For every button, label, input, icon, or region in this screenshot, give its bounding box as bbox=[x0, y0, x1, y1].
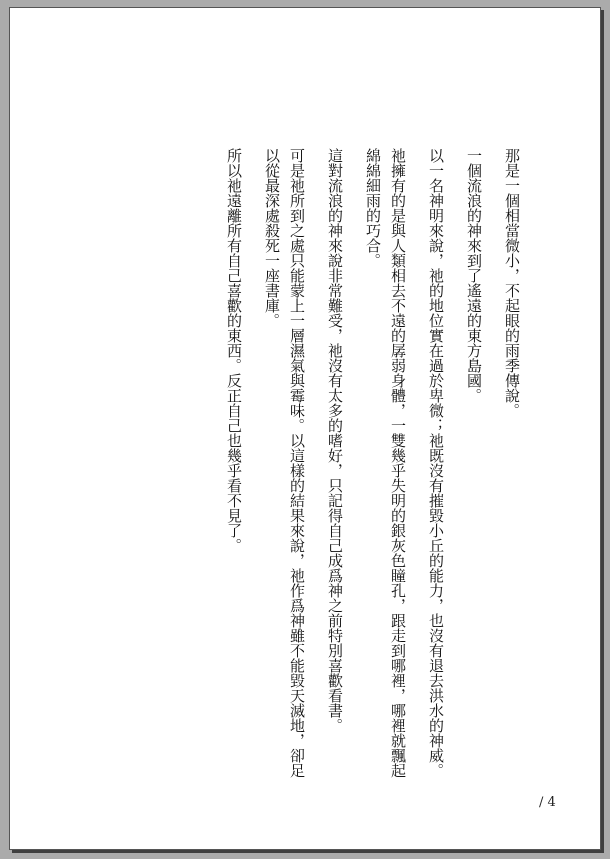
page-shadow-bottom bbox=[12, 850, 604, 853]
paragraph-6: 可是祂所到之處只能蒙上一層濕氣與霉味。以這樣的結果來說，祂作爲神雖不能毀天滅地，卻足以從最深處殺死一座書庫。 bbox=[263, 148, 306, 778]
page-shadow-right bbox=[601, 10, 604, 853]
page-number: / 4 bbox=[539, 795, 556, 810]
document-page bbox=[9, 7, 601, 850]
paragraph-4: 祂擁有的是與人類相去不遠的孱弱身體，一雙幾乎失明的銀灰色瞳孔，跟走到哪裡，哪裡就飄起綿綿細雨的巧合。 bbox=[364, 148, 407, 778]
paragraph-1: 那是一個相當微小，不起眼的雨季傳說。 bbox=[503, 148, 521, 418]
paragraph-7: 所以祂遠離所有自己喜歡的東西。反正自己也幾乎看不見了。 bbox=[225, 148, 243, 553]
paragraph-2: 一個流浪的神來到了遙遠的東方島國。 bbox=[465, 148, 483, 403]
paragraph-3: 以一名神明來說，祂的地位實在過於卑微；祂既沒有摧毀小丘的能力，也沒有退去洪水的神威。 bbox=[427, 148, 445, 778]
paragraph-5: 這對流浪的神來說非常難受，祂沒有太多的嗜好，只記得自己成爲神之前特別喜歡看書。 bbox=[326, 148, 344, 733]
vertical-text-body bbox=[208, 148, 524, 788]
